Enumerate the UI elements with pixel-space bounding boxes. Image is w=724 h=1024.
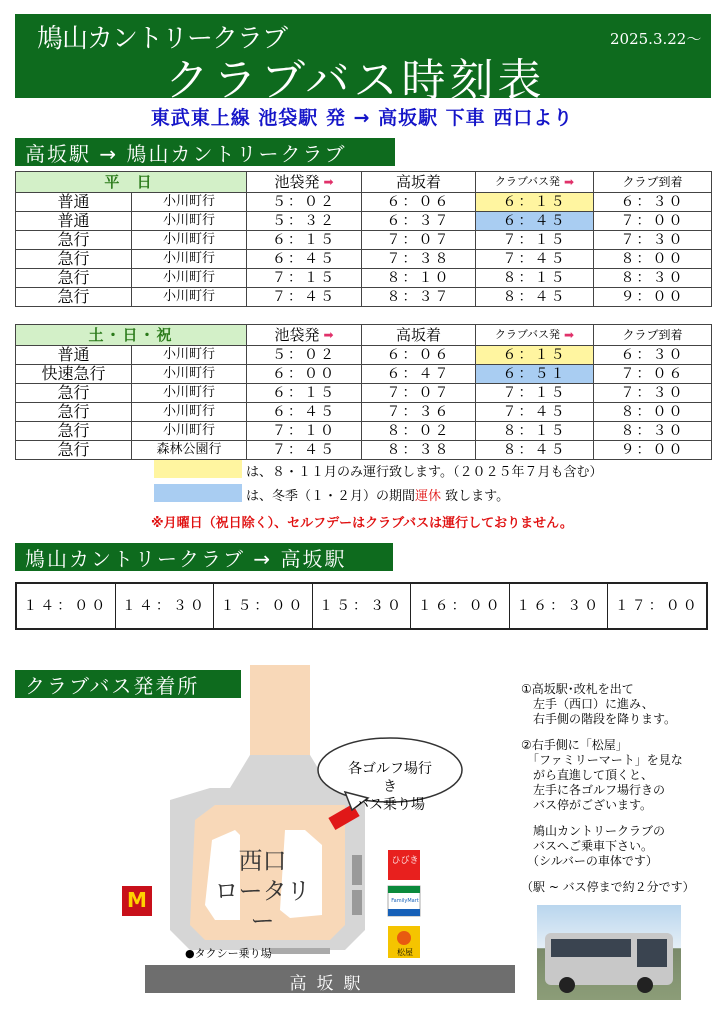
bus-photo <box>537 905 681 1000</box>
train-type: 急行 <box>16 250 132 269</box>
club-name: 鳩山カントリークラブ <box>37 24 288 54</box>
timetable-row <box>16 269 712 288</box>
train-type: 急行 <box>16 288 132 307</box>
club-arrive-time: ８：３０ <box>594 422 712 441</box>
train-type: 普通 <box>16 212 132 231</box>
bus-depart-time: ６：５１ <box>476 365 594 384</box>
route-line: 東武東上線 池袋駅 発 → 高坂駅 下車 西口より <box>150 107 574 129</box>
direction-line: がら直進して頂くと、 <box>521 768 654 782</box>
header-bus-depart: クラブバス発 ➡ <box>476 172 594 193</box>
directions <box>521 682 695 895</box>
header-takasaka: 高坂着 <box>362 325 476 346</box>
matsuya-label: 松屋 <box>397 948 413 957</box>
club-arrive-time: ６：３０ <box>594 346 712 365</box>
arrow-right-icon: ➡ <box>323 328 334 342</box>
takasaka-arrive-time: ６：４７ <box>362 365 476 384</box>
direction-line: 鳩山カントリークラブの <box>521 824 666 838</box>
train-type: 急行 <box>16 231 132 250</box>
weekday-timetable <box>15 171 712 307</box>
ikebukuro-depart-time: ７：１５ <box>247 269 362 288</box>
return-time-cell: １６：３０ <box>510 584 609 628</box>
timetable-row <box>16 422 712 441</box>
timetable-row <box>16 231 712 250</box>
yellow-legend-text: は、８・１１月のみ運行致します。（２０２５年７月も含む） <box>246 465 603 480</box>
timetable-row <box>16 250 712 269</box>
takasaka-arrive-time: ８：３７ <box>362 288 476 307</box>
ikebukuro-depart-time: ７：４５ <box>247 441 362 460</box>
destination: 小川町行 <box>132 365 247 384</box>
train-type: 快速急行 <box>16 365 132 384</box>
takasaka-arrive-time: ６：０６ <box>362 346 476 365</box>
bus-depart-time: ７：４５ <box>476 403 594 422</box>
destination: 小川町行 <box>132 250 247 269</box>
direction-line: ②右手側に「松屋」 <box>521 738 628 752</box>
takasaka-arrive-time: ７：３８ <box>362 250 476 269</box>
ikebukuro-depart-time: ６：４５ <box>247 250 362 269</box>
destination: 小川町行 <box>132 269 247 288</box>
operation-notice: ※月曜日（祝日除く）、セルフデーはクラブバスは運行しておりません。 <box>151 516 573 531</box>
callout-text: 各ゴルフ場行き バス乗り場 <box>348 761 432 813</box>
club-arrive-time: ７：３０ <box>594 231 712 250</box>
header-takasaka: 高坂着 <box>362 172 476 193</box>
direction-line: （駅 ~ バス停まで約２分です） <box>521 880 695 894</box>
train-type: 普通 <box>16 193 132 212</box>
header-club-arrive: クラブ到着 <box>594 172 712 193</box>
header-banner <box>15 14 711 106</box>
timetable-row <box>16 288 712 307</box>
train-type: 急行 <box>16 422 132 441</box>
destination: 小川町行 <box>132 231 247 250</box>
bus-depart-time: ８：４５ <box>476 441 594 460</box>
header-club-arrive: クラブ到着 <box>594 325 712 346</box>
direction-line: バスへご乗車下さい。 <box>521 839 654 853</box>
ikebukuro-depart-time: ７：４５ <box>247 288 362 307</box>
timetable-row <box>16 212 712 231</box>
destination: 小川町行 <box>132 288 247 307</box>
train-type: 急行 <box>16 269 132 288</box>
ikebukuro-depart-time: ６：４５ <box>247 403 362 422</box>
mcdonalds-label: M <box>127 888 147 912</box>
rotary-label: 西口 ロータリー <box>214 847 311 935</box>
blue-legend-text: は、冬季（１・２月）の期間運休 致します。 <box>246 489 510 504</box>
timetable-row <box>16 193 712 212</box>
arrow-right-icon: ➡ <box>564 328 575 342</box>
blue-legend-swatch <box>154 484 242 502</box>
direction-line: （シルバーの車体です） <box>521 854 658 868</box>
map-section-title: クラブバス発着所 <box>15 670 241 698</box>
taxi-stand-label: ●タクシー乗り場 <box>185 947 272 960</box>
club-arrive-time: ７：００ <box>594 212 712 231</box>
direction-line <box>521 869 695 880</box>
club-arrive-time: ８：００ <box>594 250 712 269</box>
bus-depart-time: ７：１５ <box>476 384 594 403</box>
takasaka-arrive-time: ６：３７ <box>362 212 476 231</box>
return-time-cell: １５：３０ <box>313 584 412 628</box>
ikebukuro-depart-time: ５：０２ <box>247 346 362 365</box>
takasaka-arrive-time: ８：０２ <box>362 422 476 441</box>
station-label: 高坂駅 <box>289 974 371 994</box>
direction-line: バス停がございます。 <box>521 798 653 812</box>
ikebukuro-depart-time: ６：００ <box>247 365 362 384</box>
club-arrive-time: ７：３０ <box>594 384 712 403</box>
bus-depart-time: ６：４５ <box>476 212 594 231</box>
bus-depart-time: ６：１５ <box>476 346 594 365</box>
page-title: クラブバス時刻表 <box>165 55 546 106</box>
timetable-row <box>16 384 712 403</box>
header-bus-depart: クラブバス発 ➡ <box>476 325 594 346</box>
takasaka-arrive-time: ７：３６ <box>362 403 476 422</box>
destination: 小川町行 <box>132 384 247 403</box>
header-ikebukuro: 池袋発 ➡ <box>247 172 362 193</box>
destination: 小川町行 <box>132 212 247 231</box>
direction-line: 左手（西口）に進み、 <box>521 697 654 711</box>
destination: 森林公園行 <box>132 441 247 460</box>
club-arrive-time: ９：００ <box>594 441 712 460</box>
timetable-row <box>16 441 712 460</box>
timetable-row <box>16 403 712 422</box>
return-section-title: 鳩山カントリークラブ → 高坂駅 <box>15 543 393 571</box>
holiday-label: 土・日・祝 <box>16 325 247 346</box>
bus-depart-time: ８：４５ <box>476 288 594 307</box>
direction-line: 「ファミリーマート」を見な <box>521 753 683 767</box>
ikebukuro-depart-time: ６：１５ <box>247 231 362 250</box>
takasaka-arrive-time: ６：０６ <box>362 193 476 212</box>
bus-depart-time: ６：１５ <box>476 193 594 212</box>
takasaka-arrive-time: ７：０７ <box>362 231 476 250</box>
club-arrive-time: ９：００ <box>594 288 712 307</box>
return-time-cell: １６：００ <box>411 584 510 628</box>
takasaka-arrive-time: ８：１０ <box>362 269 476 288</box>
club-arrive-time: ８：００ <box>594 403 712 422</box>
direction-line: 右手側の階段を降ります。 <box>521 712 677 726</box>
takasaka-arrive-time: ７：０７ <box>362 384 476 403</box>
return-timetable <box>15 582 708 630</box>
yellow-legend-swatch <box>154 460 242 478</box>
direction-line <box>521 813 695 824</box>
return-time-cell: １４：００ <box>17 584 116 628</box>
direction-line: 左手に各ゴルフ場行きの <box>521 783 666 797</box>
train-type: 急行 <box>16 384 132 403</box>
arrow-right-icon: ➡ <box>564 175 575 189</box>
club-arrive-time: ６：３０ <box>594 193 712 212</box>
return-time-cell: １５：００ <box>214 584 313 628</box>
destination: 小川町行 <box>132 346 247 365</box>
train-type: 普通 <box>16 346 132 365</box>
weekday-label: 平 日 <box>16 172 247 193</box>
destination: 小川町行 <box>132 193 247 212</box>
bus-depart-time: ８：１５ <box>476 422 594 441</box>
train-type: 急行 <box>16 441 132 460</box>
takasaka-arrive-time: ８：３８ <box>362 441 476 460</box>
holiday-timetable <box>15 324 712 460</box>
train-type: 急行 <box>16 403 132 422</box>
destination: 小川町行 <box>132 403 247 422</box>
hibiki-label: ひびき <box>391 856 419 866</box>
bus-depart-time: ７：１５ <box>476 231 594 250</box>
ikebukuro-depart-time: ５：３２ <box>247 212 362 231</box>
ikebukuro-depart-time: ７：１０ <box>247 422 362 441</box>
direction-line <box>521 727 695 738</box>
outbound-section-title: 高坂駅 → 鳩山カントリークラブ <box>15 138 395 166</box>
familymart-label: FamilyMart <box>391 898 419 904</box>
effective-date: 2025.3.22～ <box>610 30 702 48</box>
bus-depart-time: ８：１５ <box>476 269 594 288</box>
direction-line: ①高坂駅･改札を出て <box>521 682 634 696</box>
ikebukuro-depart-time: ５：０２ <box>247 193 362 212</box>
club-arrive-time: ７：０６ <box>594 365 712 384</box>
return-time-cell: １７：００ <box>614 598 700 614</box>
ikebukuro-depart-time: ６：１５ <box>247 384 362 403</box>
timetable-row <box>16 346 712 365</box>
destination: 小川町行 <box>132 422 247 441</box>
arrow-right-icon: ➡ <box>323 175 334 189</box>
header-ikebukuro: 池袋発 ➡ <box>247 325 362 346</box>
club-arrive-time: ８：３０ <box>594 269 712 288</box>
return-time-cell: １４：３０ <box>116 584 215 628</box>
bus-depart-time: ７：４５ <box>476 250 594 269</box>
timetable-row <box>16 365 712 384</box>
